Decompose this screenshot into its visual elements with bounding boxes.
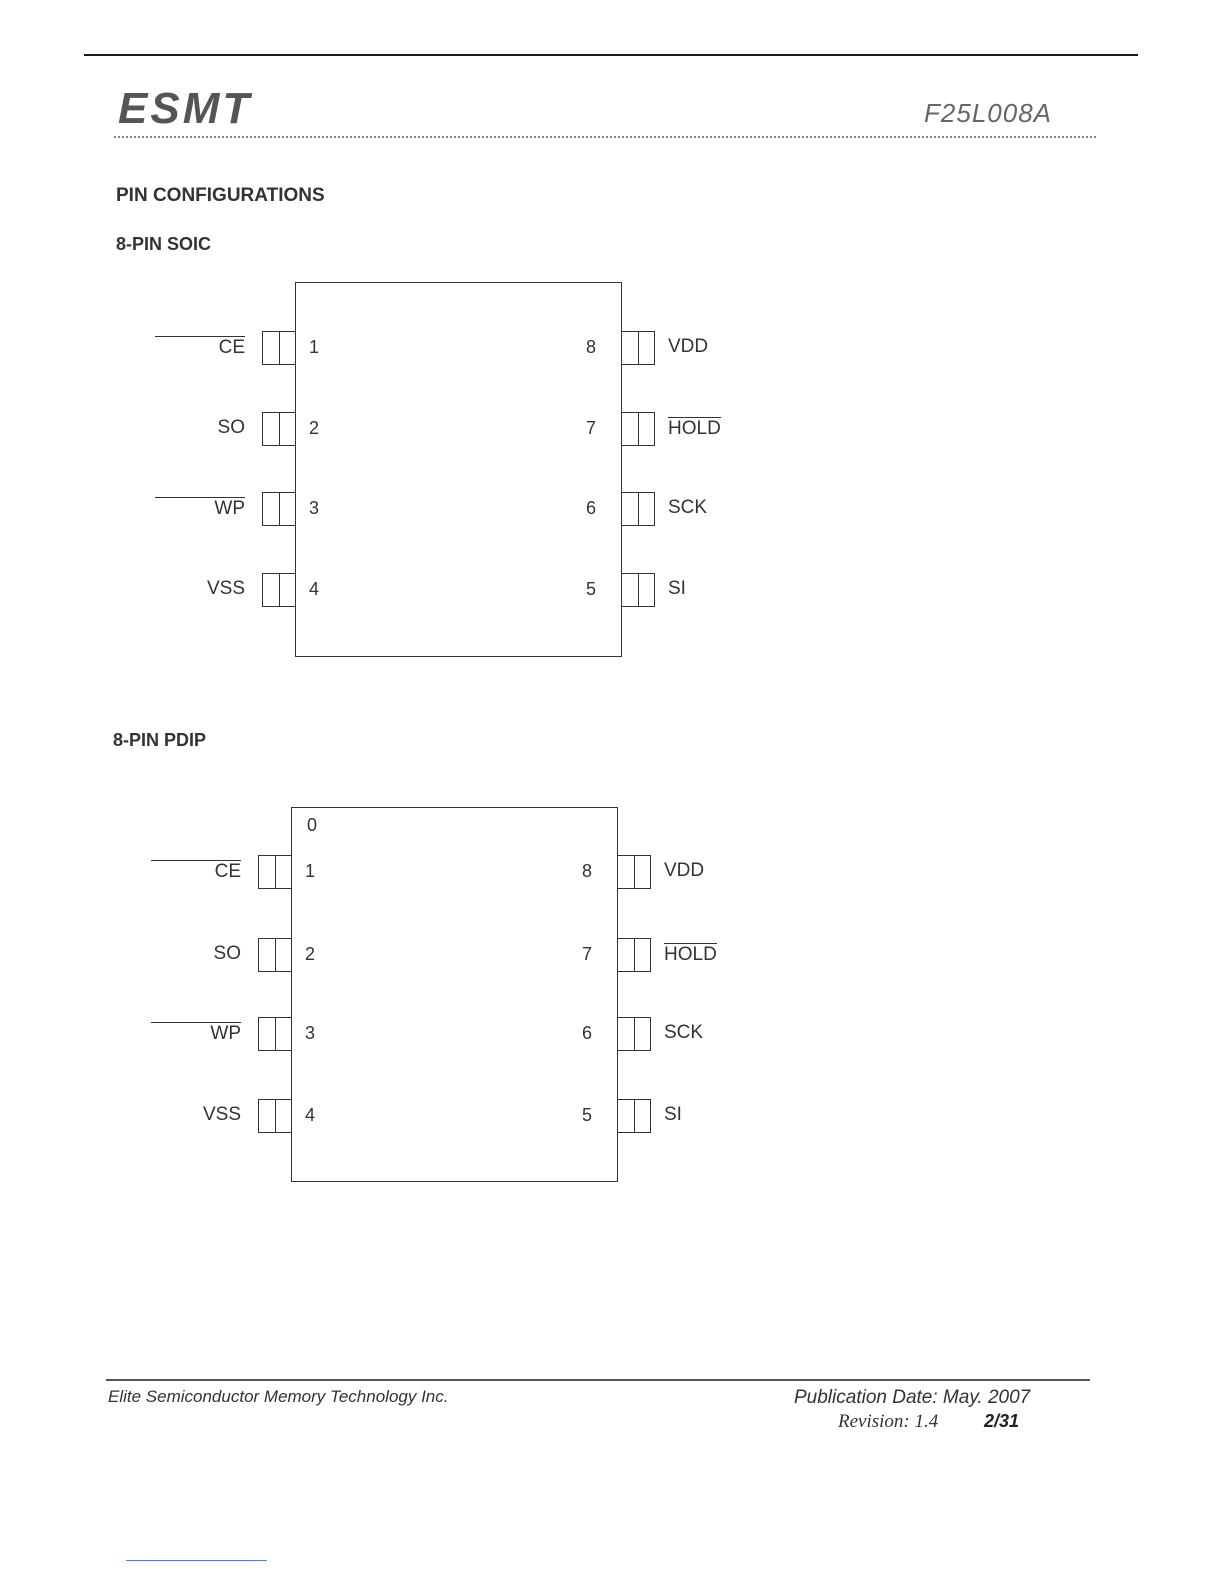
soic-pin-7 [621,412,655,446]
top-rule [84,54,1138,56]
footer-company: Elite Semiconductor Memory Technology Inc. [108,1387,449,1406]
soic-package-body [295,282,622,657]
soic-pin-number: 7 [586,418,597,438]
footer-revision: Revision: 1.4 [838,1411,939,1432]
pdip-pin-5 [617,1099,651,1133]
soic-pin-number: 1 [309,337,320,357]
footer-publication-date: Publication Date: May. 2007 [794,1387,1031,1408]
soic-pin-1 [262,331,296,365]
bottom-link-underline [126,1560,267,1561]
soic-pin-8 [621,331,655,365]
pdip-signal-so: SO [213,943,241,964]
pdip-signal-hold: HOLD [664,944,717,965]
soic-signal-so: SO [217,417,245,438]
part-number: F25L008A [924,98,1052,128]
pdip-pin-1 [258,855,292,889]
pdip-signal-sck: SCK [664,1022,704,1043]
pdip-pin-2 [258,938,292,972]
pdip-pin-7 [617,938,651,972]
pdip-signal-si: SI [664,1104,682,1125]
soic-pin-number: 5 [586,579,597,599]
footer-rule [106,1379,1090,1381]
esmt-logo: ESMT [118,84,253,133]
pdip-signal-ce: CE [151,860,241,881]
soic-pin-2 [262,412,296,446]
pdip-pin-4 [258,1099,292,1133]
soic-signal-vdd: VDD [668,336,709,357]
pdip-package-body [291,807,618,1182]
section-title: PIN CONFIGURATIONS [116,185,325,206]
pdip-signal-vss: VSS [202,1104,241,1125]
pdip-pin-number: 4 [305,1105,316,1125]
footer-page-number: 2/31 [984,1411,1020,1431]
soic-pin-4 [262,573,296,607]
pdip-signal-vdd: VDD [664,860,705,881]
soic-signal-vss: VSS [206,578,245,599]
pdip-pin1-marker: 0 [307,815,318,835]
soic-pin-number: 6 [586,498,597,518]
soic-pin-3 [262,492,296,526]
pdip-pin-number: 2 [305,944,316,964]
soic-pin-number: 3 [309,498,320,518]
pdip-pin-number: 6 [582,1023,593,1043]
pdip-signal-wp: WP [151,1022,241,1043]
soic-pin-5 [621,573,655,607]
soic-signal-hold: HOLD [668,418,721,439]
pdip-pin-6 [617,1017,651,1051]
soic-pin-number: 4 [309,579,320,599]
pdip-pin-number: 8 [582,861,593,881]
pdip-pin-8 [617,855,651,889]
pdip-pin-number: 1 [305,861,316,881]
soic-signal-sck: SCK [668,497,708,518]
soic-signal-wp: WP [155,497,245,518]
soic-pin-6 [621,492,655,526]
soic-signal-ce: CE [155,336,245,357]
soic-signal-si: SI [668,578,686,599]
pdip-title: 8-PIN PDIP [113,730,207,750]
soic-pin-number: 8 [586,337,597,357]
pdip-pin-number: 5 [582,1105,593,1125]
pdip-pin-number: 7 [582,944,593,964]
soic-pin-number: 2 [309,418,320,438]
pdip-pin-number: 3 [305,1023,316,1043]
header-divider [114,136,1096,138]
pdip-pin-3 [258,1017,292,1051]
soic-title: 8-PIN SOIC [116,234,212,254]
